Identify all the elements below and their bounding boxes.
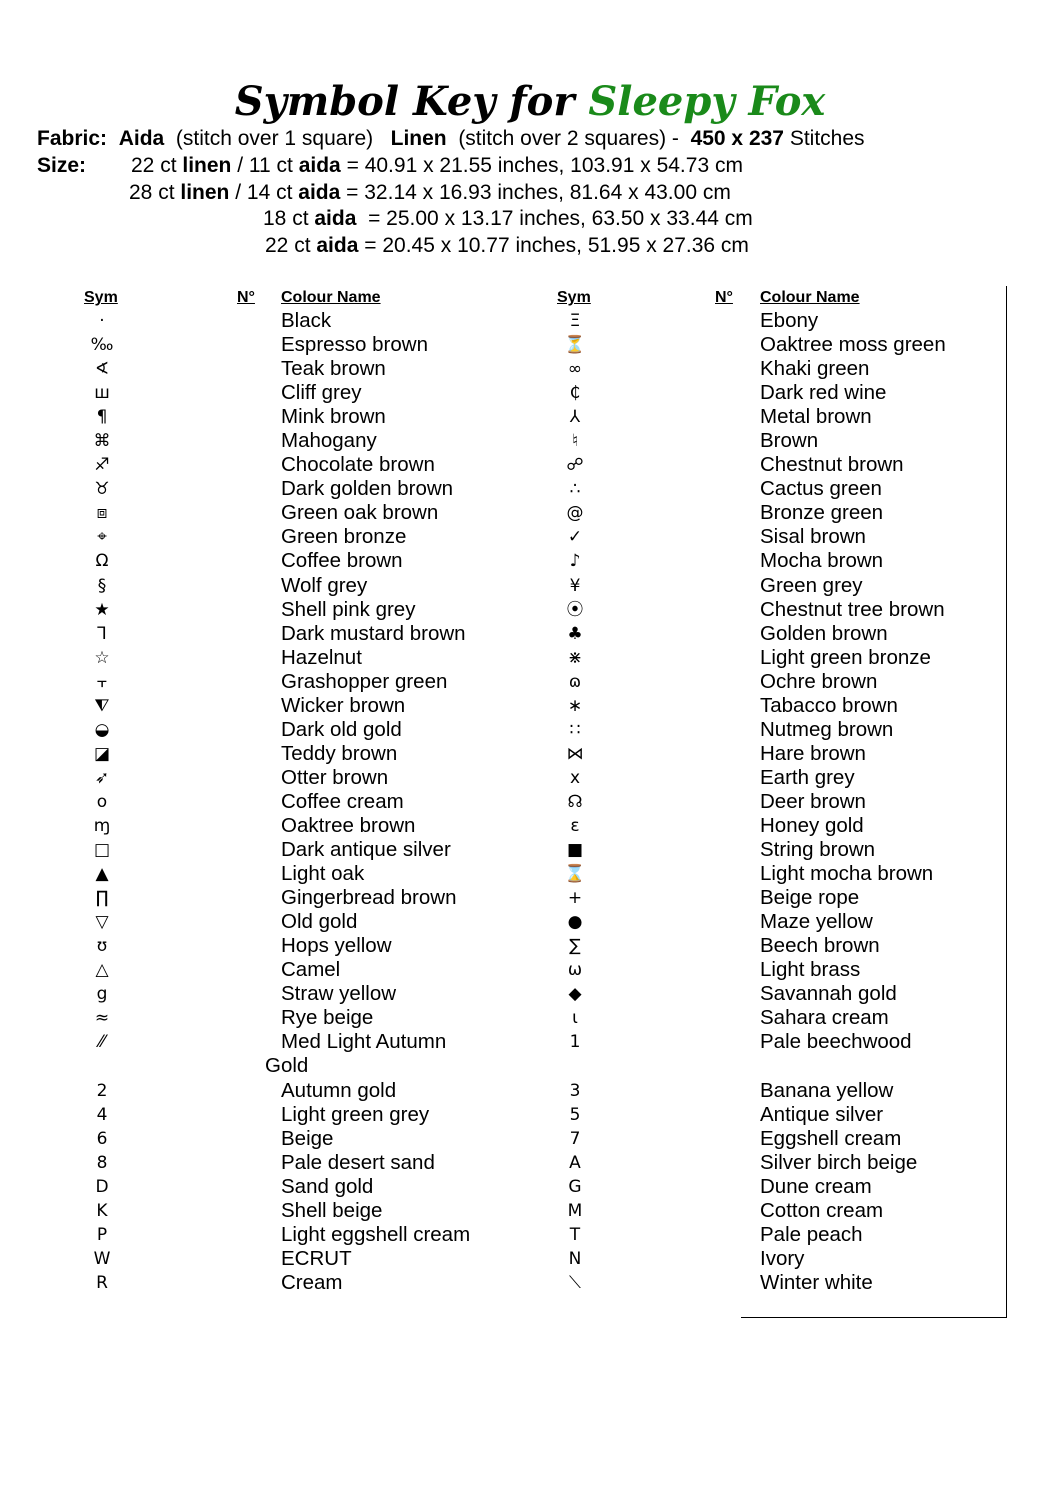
colour-name: Mink brown (281, 405, 386, 429)
stitch-symbol: ɱ (93, 815, 111, 836)
fabric-aida-note: (stitch over 1 square) (175, 127, 374, 150)
size-fabric: linen (180, 181, 230, 204)
colour-name: Green grey (760, 573, 863, 597)
stitch-symbol: ₵ (569, 383, 581, 404)
size-count: 22 ct (265, 234, 311, 257)
size-sep: / 14 ct (235, 181, 293, 204)
colour-name: Espresso brown (281, 333, 428, 357)
stitch-symbol: ⫟ (96, 671, 108, 692)
stitch-symbol: 2 (96, 1080, 108, 1101)
colour-name: Autumn gold (281, 1078, 397, 1102)
colour-name: Green bronze (281, 525, 407, 549)
stitch-symbol: ⋈ (566, 743, 584, 764)
colour-name: Old gold (281, 910, 358, 934)
stitch-symbol: @ (566, 503, 584, 524)
stitch-symbol: ☍ (566, 455, 584, 476)
colour-name: Coffee cream (281, 789, 404, 813)
colour-name: Green oak brown (281, 501, 439, 525)
stitch-symbol: ♉ (94, 479, 110, 500)
colour-name: Wolf grey (281, 573, 368, 597)
stitch-symbol: ⌖ (97, 527, 107, 548)
stitch-symbol: ∷ (569, 719, 581, 740)
colour-name: Teddy brown (281, 741, 398, 765)
stitch-symbol: ⋇ (567, 647, 583, 668)
size-sep: / 11 ct (237, 154, 293, 177)
header-name-right: Colour Name (760, 289, 860, 306)
size-label: Size: (37, 154, 87, 177)
stitch-symbol: o (96, 791, 108, 812)
stitch-symbol: § (97, 575, 107, 596)
colour-name: Hare brown (760, 741, 866, 765)
colour-name: Pale beechwood (760, 1030, 912, 1054)
stitch-symbol: ∗ (567, 695, 583, 716)
colour-name: Winter white (760, 1270, 873, 1294)
stitch-symbol: ◒ (94, 719, 110, 740)
size-dims: = 32.14 x 16.93 inches, 81.64 x 43.00 cm (346, 181, 731, 204)
stitch-symbol: 7 (569, 1128, 581, 1149)
stitch-symbol: x (569, 767, 581, 788)
stitch-symbol: ∴ (569, 479, 581, 500)
size-fabric: aida (298, 154, 341, 177)
stitch-symbol: R (96, 1272, 108, 1293)
stitch-symbol: 8 (96, 1152, 108, 1173)
colour-name: Beech brown (760, 934, 880, 958)
stitch-symbol: ⌛ (564, 864, 586, 885)
colour-name: Chocolate brown (281, 453, 435, 477)
colour-name: Gold (265, 1054, 309, 1078)
size-line-3 (263, 206, 753, 232)
colour-name: Light mocha brown (760, 862, 934, 886)
stitch-symbol: ⏳ (564, 335, 586, 356)
stitch-symbol: 6 (96, 1128, 108, 1149)
stitch-symbol: ☊ (567, 791, 583, 812)
size-line-2 (129, 180, 731, 206)
stitch-symbol: 3 (569, 1080, 581, 1101)
colour-name: Metal brown (760, 405, 872, 429)
colour-name: Light oak (281, 862, 365, 886)
stitch-symbol: ♣ (567, 623, 583, 644)
size-fabric: aida (298, 181, 341, 204)
colour-name: Ochre brown (760, 669, 878, 693)
colour-name: Mocha brown (760, 549, 884, 573)
colour-name: Camel (281, 958, 341, 982)
stitch-symbol: ♪ (569, 551, 581, 572)
fabric-linen: Linen (390, 127, 447, 150)
colour-name: Light brass (760, 958, 861, 982)
colour-name: Eggshell cream (760, 1126, 902, 1150)
colour-name: Coffee brown (281, 549, 403, 573)
colour-name: Banana yellow (760, 1078, 894, 1102)
stitch-symbol: □ (93, 840, 111, 861)
size-line-1-text (131, 153, 743, 179)
size-dims: = 25.00 x 13.17 inches, 63.50 x 33.44 cm (362, 207, 753, 230)
stitch-symbol: ⌘ (93, 431, 111, 452)
colour-name: Chestnut brown (760, 453, 904, 477)
fabric-line (37, 126, 865, 152)
colour-name: Shell pink grey (281, 597, 416, 621)
stitches-suffix: Stitches (789, 127, 865, 150)
stitch-symbol: ω (567, 960, 583, 981)
colour-name: Khaki green (760, 357, 870, 381)
stitch-symbol: ⅄ (569, 407, 581, 428)
stitch-symbol: P (96, 1224, 108, 1245)
colour-name: Gingerbread brown (281, 886, 457, 910)
colour-name: Cotton cream (760, 1198, 884, 1222)
stitch-symbol: ɷ (568, 671, 582, 692)
stitch-symbol: ▲ (95, 864, 109, 885)
stitch-symbol: ■ (566, 840, 584, 861)
stitch-symbol: ш (94, 383, 110, 404)
table-bottom-border (741, 1317, 1007, 1318)
stitch-symbol: 1 (569, 1032, 581, 1053)
stitch-symbol: Ꞁ (97, 623, 107, 644)
stitch-symbol: ➶ (94, 767, 110, 788)
colour-name: Bronze green (760, 501, 884, 525)
stitch-symbol: 4 (96, 1104, 108, 1125)
header-num-left: N° (237, 289, 255, 306)
stitch-symbol: A (569, 1152, 581, 1173)
size-fabric: linen (182, 154, 232, 177)
stitch-symbol: ● (567, 912, 583, 933)
colour-name: Light eggshell cream (281, 1222, 471, 1246)
colour-name: Chestnut tree brown (760, 597, 945, 621)
colour-name: Sisal brown (760, 525, 866, 549)
stitch-symbol: M (567, 1200, 583, 1221)
stitch-symbol: ⧈ (96, 503, 108, 524)
header-name-left: Colour Name (281, 289, 381, 306)
stitch-symbol: ☆ (94, 647, 110, 668)
colour-name: Hazelnut (281, 645, 362, 669)
colour-name: Earth grey (760, 765, 855, 789)
colour-name: Cactus green (760, 477, 882, 501)
page-title (0, 78, 1060, 126)
colour-name: Mahogany (281, 429, 377, 453)
colour-name: Antique silver (760, 1102, 884, 1126)
title-pattern-name: Sleepy Fox (588, 78, 826, 125)
colour-name: String brown (760, 838, 876, 862)
colour-name: Beige (281, 1126, 334, 1150)
stitch-symbol: ɩ (572, 1008, 578, 1029)
stitch-symbol: ⟍ (569, 1272, 581, 1293)
colour-name: Cliff grey (281, 381, 362, 405)
stitch-symbol: ≈ (94, 1008, 110, 1029)
colour-name: Light green bronze (760, 645, 931, 669)
stitch-count: 450 x 237 (690, 127, 784, 150)
colour-name: Dune cream (760, 1174, 872, 1198)
size-dims: = 20.45 x 10.77 inches, 51.95 x 27.36 cm (364, 234, 749, 257)
colour-name: Otter brown (281, 765, 389, 789)
stitch-symbol: ✓ (567, 527, 583, 548)
stitch-symbol: ∞ (567, 359, 583, 380)
stitch-symbol: ‰ (90, 335, 114, 356)
size-count: 28 ct (129, 181, 175, 204)
stitch-symbol: ⁄⁄ (99, 1032, 105, 1053)
colour-name: Hops yellow (281, 934, 392, 958)
stitch-symbol: ⦿ (566, 599, 584, 620)
colour-name: Dark antique silver (281, 838, 451, 862)
colour-name: Ebony (760, 309, 819, 332)
stitch-symbol: W (93, 1248, 111, 1269)
size-fabric: aida (314, 207, 357, 230)
colour-name: Ivory (760, 1246, 805, 1270)
colour-name: Pale desert sand (281, 1150, 435, 1174)
stitch-symbol: ⧨ (94, 695, 110, 716)
header-sym-left: Sym (84, 289, 118, 306)
stitch-symbol: K (96, 1200, 108, 1221)
colour-name: Oaktree moss green (760, 333, 946, 357)
size-line-1 (37, 153, 86, 179)
colour-name: Dark golden brown (281, 477, 454, 501)
stitch-symbol: ◪ (93, 743, 111, 764)
colour-name: Beige rope (760, 886, 860, 910)
stitch-symbol: ◆ (568, 984, 582, 1005)
stitch-symbol: g (96, 984, 108, 1005)
colour-name: Pale peach (760, 1222, 863, 1246)
stitch-symbol: ★ (94, 599, 110, 620)
header-sym-right: Sym (557, 289, 591, 306)
colour-name: Oaktree brown (281, 813, 416, 837)
colour-name: Savannah gold (760, 982, 897, 1006)
colour-name: Med Light Autumn (281, 1030, 447, 1054)
header-num-right: N° (715, 289, 733, 306)
stitch-symbol: G (568, 1176, 582, 1197)
colour-name: Dark mustard brown (281, 621, 466, 645)
stitch-symbol: ¶ (96, 407, 108, 428)
colour-name: Cream (281, 1270, 343, 1294)
stitch-symbol: ♮ (571, 431, 579, 452)
colour-name: Wicker brown (281, 693, 406, 717)
stitch-symbol: Ω (95, 551, 109, 572)
size-count: 22 ct (131, 154, 177, 177)
colour-name: Sahara cream (760, 1006, 889, 1030)
colour-name: Teak brown (281, 357, 386, 381)
fabric-label: Fabric: (37, 127, 108, 150)
colour-name: Brown (760, 429, 819, 453)
stitch-symbol: △ (95, 960, 109, 981)
colour-name: Honey gold (760, 813, 864, 837)
stitch-symbol: + (567, 888, 583, 909)
colour-name: Light green grey (281, 1102, 430, 1126)
colour-name: Rye beige (281, 1006, 374, 1030)
stitch-symbol: ∑ (569, 936, 581, 957)
colour-name: Maze yellow (760, 910, 873, 934)
colour-name: Golden brown (760, 621, 888, 645)
stitch-symbol: ∢ (94, 359, 110, 380)
colour-name: Sand gold (281, 1174, 374, 1198)
stitch-symbol: T (569, 1224, 581, 1245)
size-count: 18 ct (263, 207, 309, 230)
title-prefix: Symbol Key for (234, 78, 575, 125)
colour-name: Nutmeg brown (760, 717, 894, 741)
size-dims: = 40.91 x 21.55 inches, 103.91 x 54.73 cm (346, 154, 743, 177)
fabric-aida: Aida (118, 127, 165, 150)
colour-name: Straw yellow (281, 982, 397, 1006)
stitch-symbol: D (95, 1176, 109, 1197)
colour-name: Black (281, 309, 332, 332)
stitch-symbol: ∏ (95, 888, 109, 909)
colour-name: ECRUT (281, 1246, 352, 1270)
stitch-symbol: ¥ (569, 575, 581, 596)
stitch-symbol: ♐ (94, 455, 110, 476)
colour-name: Dark red wine (760, 381, 887, 405)
colour-name: Tabacco brown (760, 693, 898, 717)
colour-name: Dark old gold (281, 717, 402, 741)
stitch-symbol: Ξ (569, 311, 581, 331)
fabric-linen-note: (stitch over 2 squares) - (458, 127, 679, 150)
stitch-symbol: N (568, 1248, 582, 1269)
size-fabric: aida (316, 234, 359, 257)
stitch-symbol: ▽ (95, 912, 109, 933)
stitch-symbol: ʊ (96, 936, 108, 957)
size-line-4 (265, 233, 749, 259)
colour-name: Grashopper green (281, 669, 448, 693)
stitch-symbol: ɛ (570, 815, 580, 836)
stitch-symbol: 5 (569, 1104, 581, 1125)
colour-name: Shell beige (281, 1198, 383, 1222)
table-right-border (1006, 286, 1007, 1318)
stitch-symbol: · (99, 311, 105, 331)
colour-name: Deer brown (760, 789, 866, 813)
colour-name: Silver birch beige (760, 1150, 918, 1174)
